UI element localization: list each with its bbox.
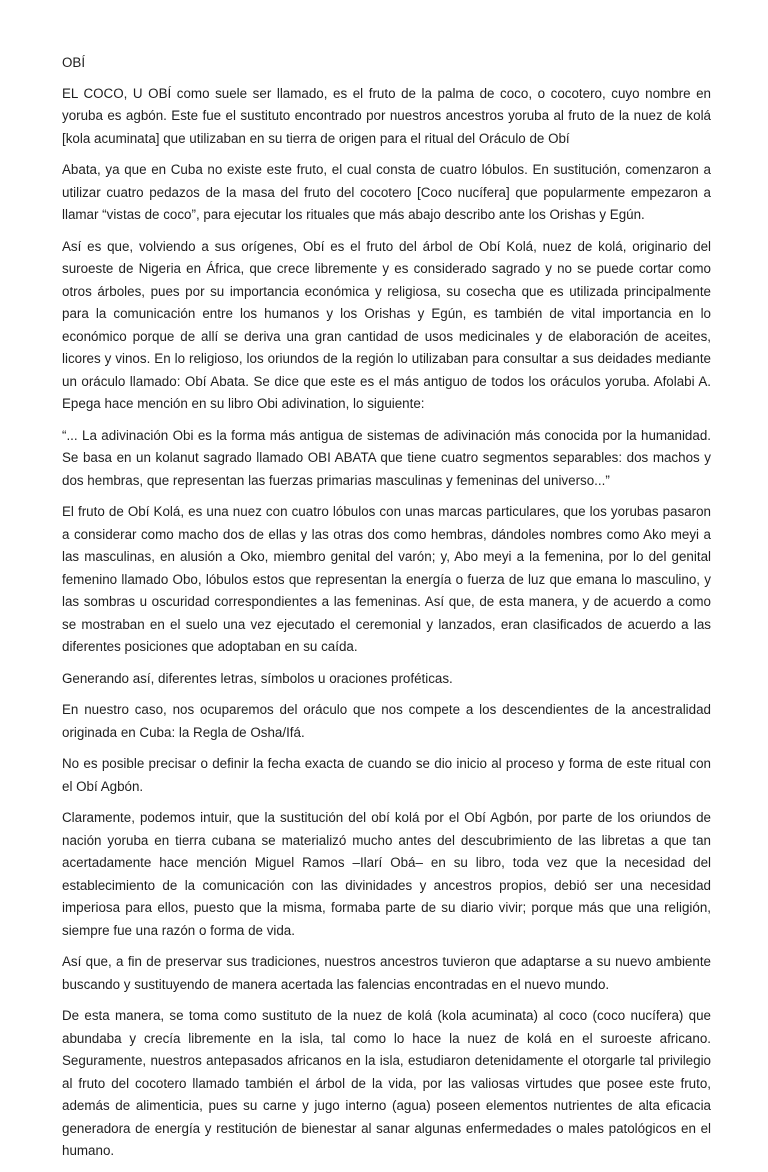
paragraph-5: El fruto de Obí Kolá, es una nuez con cuatro lóbulos con unas marcas particulares, que los yorubas pasaron a considerar como macho dos de ellas y las otras dos como hembras, dándoles nombres como Ako meyi a las masculinas, en alusión a Oko, miembro genital del varón; y, Abo meyi a la femenina, por lo del genital femenino llamado Obo, lóbulos estos que representan la energía o fuerza de luz que emana lo masculino, y las sombras u oscuridad correspondientes a las femeninas. Así que, de esta manera, y de acuerdo a como se mostraban en el suelo una vez ejecutado el ceremonial y lanzados, eran clasificados de acuerdo a las diferentes posiciones que adoptaban en su caída. — [62, 504, 711, 654]
paragraph-11: De esta manera, se toma como sustituto de la nuez de kolá (kola acuminata) al coco (coco nucífera) que abundaba y crecía libremente en la isla, tal como lo hace la nuez de kolá en el suroeste africano. Seguramente, nuestros antepasados africanos en la isla, estudiaron detenidamente el otorgarle tal privilegio al fruto del cocotero llamado también el árbol de la vida, por las valiosas virtudes que posee este fruto, además de alimenticia, pues su carne y jugo interno (agua) poseen elementos nutrientes de alta eficacia generadora de energía y restitución de bienestar al sanar algunas enfermedades o males patológicos en el humano. — [62, 1008, 711, 1158]
paragraph-8: No es posible precisar o definir la fecha exacta de cuando se dio inicio al proceso y forma de este ritual con el Obí Agbón. — [62, 756, 711, 794]
document-title: OBÍ — [62, 55, 86, 70]
document-page — [62, 52, 711, 1172]
paragraph-9: Claramente, podemos intuir, que la sustitución del obí kolá por el Obí Agbón, por parte de los oriundos de nación yoruba en tierra cubana se materializó mucho antes del descubrimiento de las libretas a que tan acertadamente hace mención Miguel Ramos –Ilarí Obá– en su libro, toda vez que la necesidad del establecimiento de la comunicación con las divinidades y ancestros propios, debió ser una necesidad imperiosa para ellos, puesto que la misma, formaba parte de su diario vivir; porque más que una religión, siempre fue una razón o forma de vida. — [62, 810, 711, 938]
paragraph-3: Así es que, volviendo a sus orígenes, Obí es el fruto del árbol de Obí Kolá, nuez de kolá, originario del suroeste de Nigeria en África, que crece libremente y es considerado sagrado y no se puede cortar como otros árboles, pues por su importancia económica y religiosa, su cosecha que es utilizada principalmente para la comunicación entre los humanos y los Orishas y Egún, es también de vital importancia en lo económico porque de allí se deriva una gran cantidad de usos medicinales y de elaboración de aceites, licores y vinos. En lo religioso, los oriundos de la región lo utilizaban para consultar a sus deidades mediante un oráculo llamado: Obí Abata. Se dice que este es el más antiguo de todos los oráculos yoruba. Afolabi A. Epega hace mención en su libro Obi adivination, lo siguiente: — [62, 238, 711, 411]
paragraph-2: Abata, ya que en Cuba no existe este fruto, el cual consta de cuatro lóbulos. En sustitución, comenzaron a utilizar cuatro pedazos de la masa del fruto del cocotero [Coco nucífera] que popularmente empezaron a llamar “vistas de coco”, para ejecutar los rituales que más abajo describo ante los Orishas y Egún. — [62, 162, 711, 222]
paragraph-7: En nuestro caso, nos ocuparemos del oráculo que nos compete a los descendientes de la ancestralidad originada en Cuba: la Regla de Osha/Ifá. — [62, 702, 711, 740]
paragraph-1: EL COCO, U OBÍ como suele ser llamado, es el fruto de la palma de coco, o cocotero, cuyo nombre en yoruba es agbón. Este fue el sustituto encontrado por nuestros ancestros yoruba al fruto de la nuez de kolá [kola acuminata] que utilizaban en su tierra de origen para el ritual del Oráculo de Obí — [62, 85, 711, 146]
paragraph-6: Generando así, diferentes letras, símbolos u oraciones proféticas. — [62, 670, 453, 686]
paragraph-4-quote: “... La adivinación Obi es la forma más antigua de sistemas de adivinación más conocida por la humanidad. Se basa en un kolanut sagrado llamado OBI ABATA que tiene cuatro segmentos separables: dos machos y dos hembras, que representan las fuerzas primarias masculinas y femeninas del universo...” — [62, 427, 711, 488]
paragraph-10: Así que, a fin de preservar sus tradiciones, nuestros ancestros tuvieron que adaptarse a su nuevo ambiente buscando y sustituyendo de manera acertada las falencias encontradas en el nuevo mundo. — [62, 954, 711, 992]
